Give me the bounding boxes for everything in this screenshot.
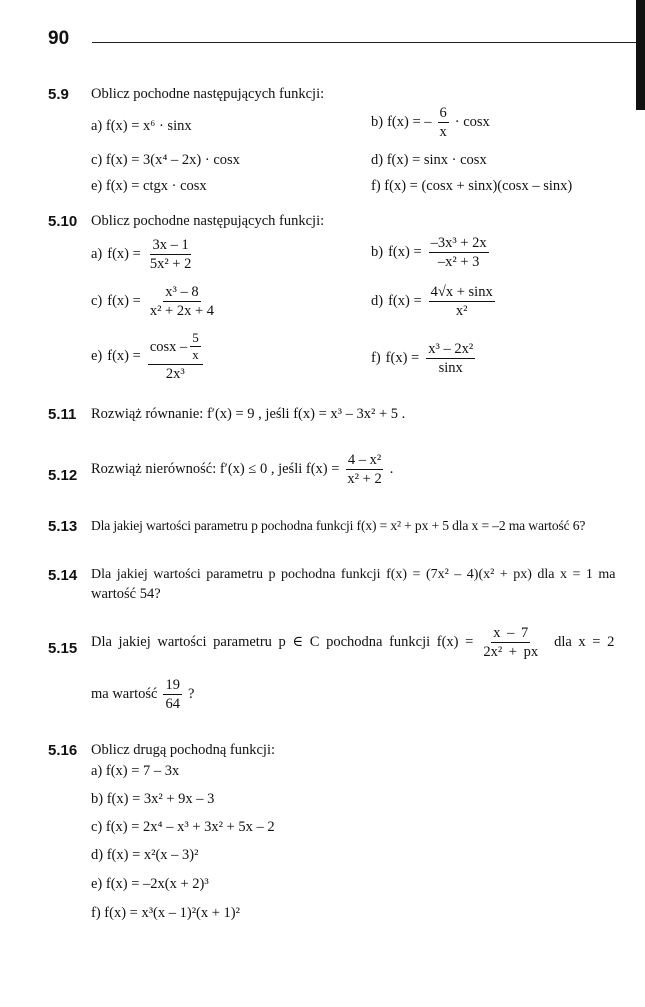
list-item: b) f(x) = 3x² + 9x – 3 xyxy=(91,791,215,807)
inner-denominator: x xyxy=(192,347,199,363)
list-item: d) f(x) = x²(x – 3)² xyxy=(91,847,199,863)
numerator: x³ – 8 xyxy=(163,283,200,302)
fraction xyxy=(345,451,383,488)
numerator xyxy=(148,330,203,365)
item-a: a) f(x) = x⁶ · sinx xyxy=(91,118,192,134)
exercise-text: Dla jakiej wartości parametru p pochodna funkcji f(x) = x² + px + 5 dla x = –2 ma wartość 6? xyxy=(91,518,586,533)
formula-lhs: f(x) = xyxy=(107,347,141,364)
formula-lhs: f(x) = xyxy=(107,293,141,310)
fraction xyxy=(148,283,216,320)
fraction xyxy=(438,104,449,141)
numerator: x – 7 xyxy=(491,624,530,643)
inner-numerator: 5 xyxy=(190,330,201,347)
fraction xyxy=(481,624,540,661)
list-item: a) f(x) = 7 – 3x xyxy=(91,763,180,779)
formula-tail: · cosx xyxy=(454,114,490,131)
denominator: 2x² + px xyxy=(483,644,539,661)
formula-lhs: f(x) = – xyxy=(387,114,432,131)
denominator: x² + 2 xyxy=(347,471,382,488)
text-tail: dla x = 2 xyxy=(554,634,615,651)
item-d: d) f(x) = sinx · cosx xyxy=(371,152,487,168)
text: Dla jakiej wartości parametru p ∈ C pochodna funkcji f(x) = xyxy=(91,634,474,651)
item-label: e) xyxy=(91,347,103,364)
numerator: 6 xyxy=(438,104,449,123)
compound-fraction xyxy=(148,330,203,383)
tail: ? xyxy=(187,686,195,703)
exercise-number: 5.15 xyxy=(48,640,78,657)
denominator: 5x² + 2 xyxy=(149,256,192,273)
denominator: 64 xyxy=(165,696,180,713)
numerator: x³ – 2x² xyxy=(426,340,475,359)
formula-lhs: f(x) = xyxy=(385,350,420,367)
page-edge-shadow xyxy=(636,0,645,110)
numerator: 19 xyxy=(163,676,182,695)
header-rule xyxy=(92,42,642,43)
tail: . xyxy=(389,461,394,478)
item-label: d) xyxy=(371,293,384,310)
formula-lhs: f(x) = xyxy=(388,244,422,261)
item-a xyxy=(91,236,195,273)
text: Rozwiąż nierówność: f′(x) ≤ 0 , jeśli f(x) = xyxy=(91,461,340,478)
exercise-text-cont: wartość 54? xyxy=(91,586,161,602)
item-b xyxy=(371,104,490,141)
fraction xyxy=(148,236,194,273)
list-item: e) f(x) = –2x(x + 2)³ xyxy=(91,876,209,892)
item-e: e) f(x) = ctgx · cosx xyxy=(91,178,207,194)
exercise-number: 5.10 xyxy=(48,213,78,230)
fraction xyxy=(426,340,475,377)
exercise-text-cont xyxy=(91,676,194,713)
denominator: sinx xyxy=(438,360,463,377)
exercise-text: Rozwiąż równanie: f′(x) = 9 , jeśli f(x) = x³ – 3x² + 5 . xyxy=(91,406,406,422)
item-d xyxy=(371,283,497,320)
item-c: c) f(x) = 3(x⁴ – 2x) · cosx xyxy=(91,152,240,168)
item-label: b) xyxy=(371,244,384,261)
exercise-title: Oblicz pochodne następujących funkcji: xyxy=(91,213,325,229)
denominator: x² + 2x + 4 xyxy=(149,303,215,320)
fraction xyxy=(429,234,489,271)
exercise-title: Oblicz drugą pochodną funkcji: xyxy=(91,742,276,758)
fraction xyxy=(163,676,182,713)
exercise-text xyxy=(91,451,393,488)
denominator: –x² + 3 xyxy=(437,254,480,271)
numerator: –3x³ + 2x xyxy=(429,234,489,253)
fraction xyxy=(429,283,495,320)
exercise-text xyxy=(91,624,614,661)
denominator: 2x³ xyxy=(165,365,185,382)
formula-lhs: f(x) = xyxy=(388,293,422,310)
item-b xyxy=(371,234,491,271)
exercise-number: 5.13 xyxy=(48,518,78,535)
denominator: x xyxy=(439,124,447,141)
exercise-number: 5.16 xyxy=(48,742,78,759)
exercise-number: 5.14 xyxy=(48,567,78,584)
numerator-text: cosx – xyxy=(149,338,188,355)
exercise-number: 5.12 xyxy=(48,467,78,484)
item-label: a) xyxy=(91,246,103,263)
item-f: f) f(x) = (cosx + sinx)(cosx – sinx) xyxy=(371,178,573,194)
numerator: 4 – x² xyxy=(346,451,383,470)
exercise-title: Oblicz pochodne następujących funkcji: xyxy=(91,86,325,102)
numerator: 3x – 1 xyxy=(150,236,190,255)
exercise-number: 5.9 xyxy=(48,86,69,103)
list-item: c) f(x) = 2x⁴ – x³ + 3x² + 5x – 2 xyxy=(91,819,275,835)
denominator: x² xyxy=(455,303,468,320)
exercise-text: Dla jakiej wartości parametru p pochodna funkcji f(x) = (7x² – 4)(x² + px) dla x = 1 ma xyxy=(91,567,616,582)
formula-lhs: f(x) = xyxy=(107,246,141,263)
page-number: 90 xyxy=(48,28,70,49)
item-c xyxy=(91,283,218,320)
item-label: b) xyxy=(371,114,384,131)
exercise-number: 5.11 xyxy=(48,406,77,423)
item-label: c) xyxy=(91,293,103,310)
item-f xyxy=(371,340,477,377)
item-e xyxy=(91,330,205,383)
list-item: f) f(x) = x³(x – 1)²(x + 1)² xyxy=(91,905,240,921)
numerator: 4√x + sinx xyxy=(429,283,495,302)
inner-fraction xyxy=(190,330,201,364)
item-label: f) xyxy=(371,350,381,367)
text: ma wartość xyxy=(91,686,158,703)
